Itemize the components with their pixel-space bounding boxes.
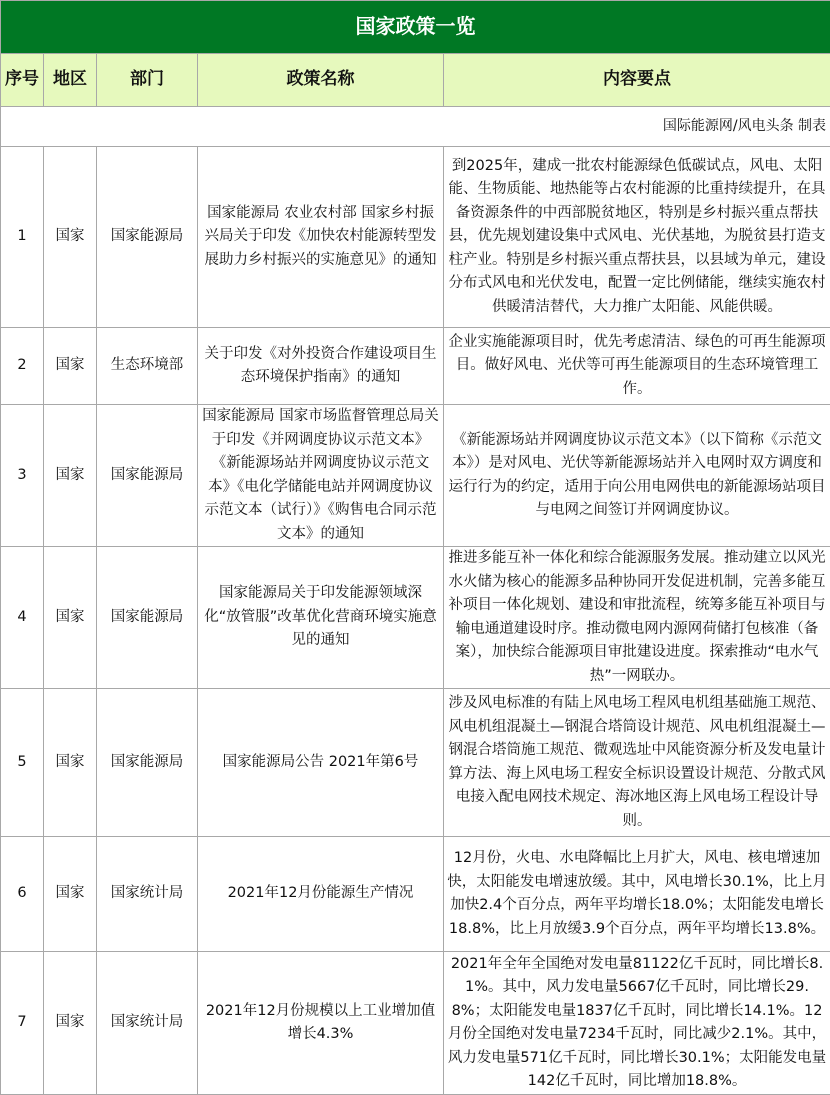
cell-no: 6	[1, 837, 44, 952]
cell-dept: 国家能源局	[97, 147, 198, 328]
cell-region: 国家	[44, 952, 97, 1095]
header-name: 政策名称	[198, 54, 444, 107]
cell-content: 企业实施能源项目时，优先考虑清洁、绿色的可再生能源项目。做好风电、光伏等可再生能源项目的生态环境管理工作。	[444, 328, 830, 405]
cell-content: 2021年全年全国绝对发电量81122亿千瓦时，同比增长8.1%。其中，风力发电量5667亿千瓦时，同比增长29.8%；太阳能发电量1837亿千瓦时，同比增长14.1%。12月份全国绝对发电量7234千瓦时，同比减少2.1%。其中，风力发电量571亿千瓦时，同比增长30.1%；太阳能发电量142亿千瓦时，同比增加18.8%。	[444, 952, 830, 1095]
cell-dept: 国家能源局	[97, 405, 198, 547]
cell-no: 3	[1, 405, 44, 547]
cell-dept: 国家统计局	[97, 952, 198, 1095]
credit-note: 国际能源网/风电头条 制表	[1, 107, 830, 147]
table-row	[1, 952, 830, 1095]
header-row	[1, 54, 830, 107]
cell-name: 2021年12月份能源生产情况	[198, 837, 444, 952]
table-row	[1, 147, 830, 328]
table-row	[1, 689, 830, 837]
cell-content: 《新能源场站并网调度协议示范文本》（以下简称《示范文本》）是对风电、光伏等新能源场站并入电网时双方调度和运行行为的约定，适用于向公用电网供电的新能源场站项目与电网之间签订并网调度协议。	[444, 405, 830, 547]
cell-content: 涉及风电标准的有陆上风电场工程风电机组基础施工规范、风电机组混凝土—钢混合塔筒设计规范、风电机组混凝土—钢混合塔筒施工规范、微观选址中风能资源分析及发电量计算方法、海上风电场工程安全标识设置设计规范、分散式风电接入配电网技术规定、海冰地区海上风电场工程设计导则。	[444, 689, 830, 837]
cell-no: 4	[1, 547, 44, 689]
cell-content: 到2025年，建成一批农村能源绿色低碳试点，风电、太阳能、生物质能、地热能等占农村能源的比重持续提升，在具备资源条件的中西部脱贫地区，特别是乡村振兴重点帮扶县，优先规划建设集中式风电、光伏基地，为脱贫县打造支柱产业。特别是乡村振兴重点帮扶县，以县域为单元，建设分布式风电和光伏发电，配置一定比例储能，继续实施农村供暖清洁替代，大力推广太阳能、风能供暖。	[444, 147, 830, 328]
header-region: 地区	[44, 54, 97, 107]
table-title: 国家政策一览	[1, 1, 830, 54]
cell-dept: 国家能源局	[97, 689, 198, 837]
cell-region: 国家	[44, 328, 97, 405]
cell-name: 关于印发《对外投资合作建设项目生态环境保护指南》的通知	[198, 328, 444, 405]
cell-region: 国家	[44, 837, 97, 952]
table-row	[1, 837, 830, 952]
header-content: 内容要点	[444, 54, 830, 107]
header-no: 序号	[1, 54, 44, 107]
cell-name: 国家能源局关于印发能源领域深化“放管服”改革优化营商环境实施意见的通知	[198, 547, 444, 689]
cell-dept: 生态环境部	[97, 328, 198, 405]
header-dept: 部门	[97, 54, 198, 107]
cell-region: 国家	[44, 147, 97, 328]
cell-no: 1	[1, 147, 44, 328]
cell-no: 5	[1, 689, 44, 837]
cell-name: 国家能源局 农业农村部 国家乡村振兴局关于印发《加快农村能源转型发展助力乡村振兴的实施意见》的通知	[198, 147, 444, 328]
cell-name: 2021年12月份规模以上工业增加值增长4.3%	[198, 952, 444, 1095]
cell-name: 国家能源局公告 2021年第6号	[198, 689, 444, 837]
cell-content: 推进多能互补一体化和综合能源服务发展。推动建立以风光水火储为核心的能源多品种协同开发促进机制，完善多能互补项目一体化规划、建设和审批流程，统筹多能互补项目与输电通道建设时序。推动微电网内源网荷储打包核准（备案），加快综合能源项目审批建设进度。探索推动“电水气热”一网联办。	[444, 547, 830, 689]
cell-content: 12月份，火电、水电降幅比上月扩大，风电、核电增速加快，太阳能发电增速放缓。其中，风电增长30.1%，比上月加快2.4个百分点，两年平均增长18.0%；太阳能发电增长18.8%，比上月放缓3.9个百分点，两年平均增长13.8%。	[444, 837, 830, 952]
table-row	[1, 328, 830, 405]
cell-dept: 国家能源局	[97, 547, 198, 689]
cell-dept: 国家统计局	[97, 837, 198, 952]
cell-region: 国家	[44, 689, 97, 837]
cell-region: 国家	[44, 547, 97, 689]
table-row	[1, 405, 830, 547]
cell-name: 国家能源局 国家市场监督管理总局关于印发《并网调度协议示范文本》《新能源场站并网调度协议示范文本》《电化学储能电站并网调度协议示范文本（试行）》《购售电合同示范文本》的通知	[198, 405, 444, 547]
cell-no: 7	[1, 952, 44, 1095]
cell-no: 2	[1, 328, 44, 405]
table-row	[1, 547, 830, 689]
cell-region: 国家	[44, 405, 97, 547]
